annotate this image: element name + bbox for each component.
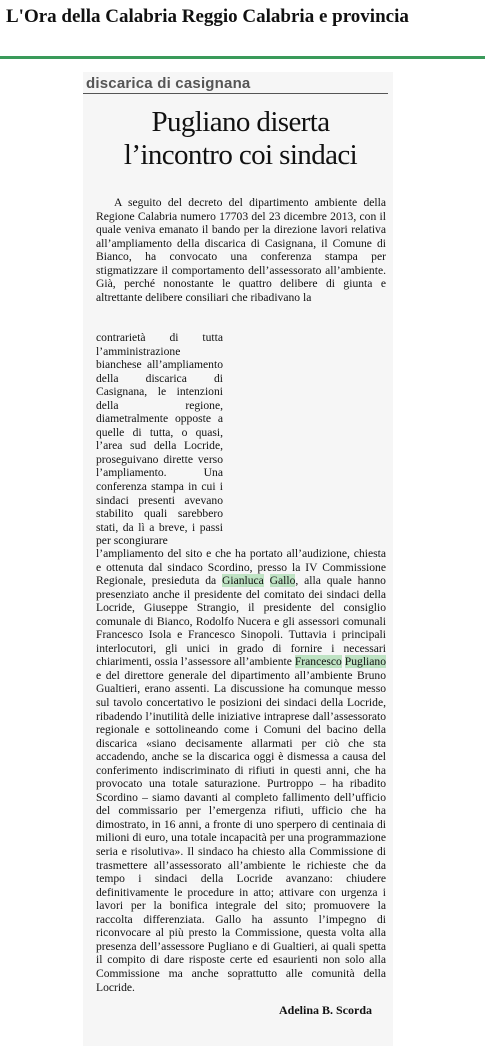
intro-paragraph: A seguito del decreto del dipartimento ambiente della Regione Calabria numero 17703 del 23 dicembre 2013, con il quale veniva emanato il bando per la direzione lavori relativa all’ampliamento della discarica di Casignana, il Comune di Bianco, ha convocato una conferenza stampa per stigmatizzare il comportamento dell’assessorato all’ambiente. Già, perché nonostante le quattro delibere di giunta e altrettante delibere consiliari che ribadivano la (96, 196, 386, 304)
headline-line-1: Pugliano diserta (151, 106, 330, 138)
section-kicker: discarica di casignana (86, 75, 251, 92)
author-signature: Adelina B. Scorda (279, 1003, 373, 1017)
body-text-3: e del direttore generale del dipartimento all’ambiente Bruno Gualtieri, erano assenti. La discussione ha comunque messo sul tavolo concertativo le posizioni dei sindaci della Locride, ribadendo l’inutilità delle iniziative intraprese dall’assessorato regionale e sottolineando come i Comuni del bacino della discarica «siano decisamente allarmati per ciò che sta accadendo, anche se la discarica oggi è dismessa a causa del conferimento indiscriminato di rifiuti in questi anni, che ha provocato una totale saturazione. Purtroppo – ha ribadito Scordino – siamo davanti al completo fallimento dell’ufficio del commissario per l’emergenza rifiuti, ufficio che ha dimostrato, in 16 anni, a fronte di uno sperpero di centinaia di milioni di euro, una totale incapacità per una programmazione seria e risolutiva». Il sindaco ha chiesto alla Commissione di trasmettere all’assessorato all’ambiente le richieste che da tempo i sindaci della Locride avanzano: chiudere definitivamente le procedure in atto; attivare con urgenza i lavori per la bonifica integrale del sito; promuovere la raccolta differenziata. Gallo ha assunto l’impegno di riconvocare al più presto la Commissione, questa volta alla presenza dell’assessore Pugliano e di Gualtieri, ai quali spetta il compito di dare risposte certe ed esaurienti non solo alla Commissione ma anche soprattutto alle comunità della Locride. (96, 668, 386, 994)
headline (83, 106, 398, 172)
article-intro (96, 196, 386, 304)
article-body (96, 547, 386, 994)
newspaper-header: L'Ora della Calabria Reggio Calabria e provincia (6, 6, 409, 27)
narrow-column: contrarietà di tutta l’amministrazione bianchese all’ampliamento della discarica di Casignana, le intenzioni della regione, diametralmente opposte a quelle di tutta, o quasi, l’area sud della Locride, proseguivano dirette verso l’ampliamento. Una conferenza stampa in cui i sindaci presenti avevano stabilito quali sarebbero stati, da lì a breve, i passi per scongiurare (96, 331, 223, 548)
highlight-name: Francesco (294, 655, 342, 669)
body-text-1: l’ampliamento del sito e che ha portato all’audizione, chiesta e ottenuta dal sindaco Scordino, presso la IV Commissione Regionale, presieduta da (96, 547, 386, 588)
highlight-name: Gallo (269, 574, 296, 588)
highlight-name: Gianluca (221, 574, 264, 588)
header-rule (0, 56, 485, 59)
body-text-2: , alla quale hanno presenziato anche il presidente del comitato dei sindaci della Locride, Giuseppe Strangio, il presidente del consiglio comunale di Bianco, Rodolfo Nucera e gli assessori comunali Francesco Isola e Francesco Sinopoli. Tuttavia i principali interlocutori, gli unici in grado di fornire i necessari chiarimenti, ossia l’assessore all’ambiente (96, 574, 386, 669)
highlight-name: Pugliano (344, 655, 387, 669)
kicker-rule (83, 93, 388, 94)
headline-line-2: l’incontro coi sindaci (123, 139, 358, 171)
